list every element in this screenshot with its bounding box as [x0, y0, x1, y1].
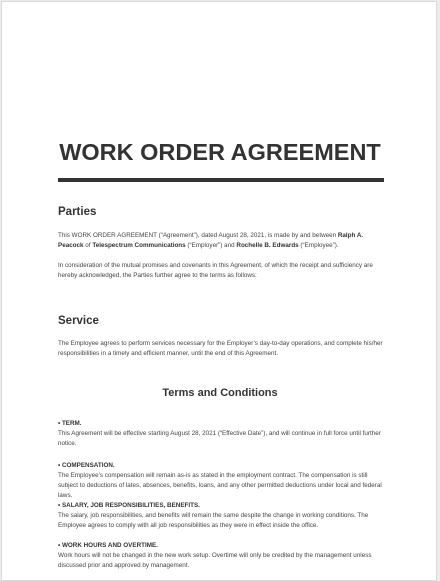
terms-item-text: This Agreement will be effective starting August 28, 2021 (“Effective Date”), and will continue in full force until further notice. [58, 430, 381, 447]
parties-paragraph-1 [58, 231, 388, 251]
party1-company: Telespectrum Communications [92, 242, 186, 249]
parties-text-c: (“Employer”) and [185, 242, 237, 249]
terms-item-compensation [58, 461, 388, 501]
terms-item-title: • COMPENSATION. [58, 462, 115, 469]
terms-item-term [58, 419, 388, 449]
terms-item-title: • TERM. [58, 420, 82, 427]
terms-item-text: The salary, job responsibilities, and benefits will remain the same despite the change in working conditions. The Employee agrees to comply with all job responsibilities as they were in effect inside the office. [58, 512, 369, 529]
parties-paragraph-2: In consideration of the mutual promises and covenants in this Agreement, of which the receipt and sufficiency are hereby acknowledged, the Parties further agree to the terms as follows: [58, 262, 373, 279]
parties-text-d: (“Employee”). [298, 242, 339, 249]
parties-text-b: of [83, 242, 93, 249]
document-title: WORK ORDER AGREEMENT [59, 139, 381, 165]
parties-text-a: This WORK ORDER AGREEMENT (“Agreement”), dated August 28, 2021, is made by and between [58, 232, 338, 239]
terms-item-text: The Employee’s compensation will remain as-is as stated in the employment contract. The compensation is still subject to deductions of lates, absences, benefits, loans, and any other permitted deductions under local and federal laws. [58, 472, 382, 499]
title-divider [58, 178, 384, 182]
terms-item-text: Work hours will not be changed in the new work setup. Overtime will only be credited by the management unless discussed prior and approved by management. [58, 552, 372, 569]
terms-item-salary [58, 501, 388, 531]
terms-item-title: • SALARY, JOB RESPONSIBILITIES, BENEFITS. [58, 502, 200, 509]
parties-heading: Parties [58, 206, 97, 218]
party2-name: Rochelle B. Edwards [236, 242, 299, 249]
service-paragraph: The Employee agrees to perform services necessary for the Employer’s day-to-day operations, and complete his/her responsibilities in a timely and efficient manner, until the end of this Agreement. [58, 340, 383, 357]
terms-item-title: • WORK HOURS AND OVERTIME. [58, 542, 158, 549]
terms-item-work-hours [58, 541, 388, 571]
party1-name: Ralph A. Peacock [58, 232, 364, 249]
service-heading: Service [58, 315, 99, 327]
document-page [1, 1, 437, 581]
terms-heading: Terms and Conditions [162, 387, 278, 399]
